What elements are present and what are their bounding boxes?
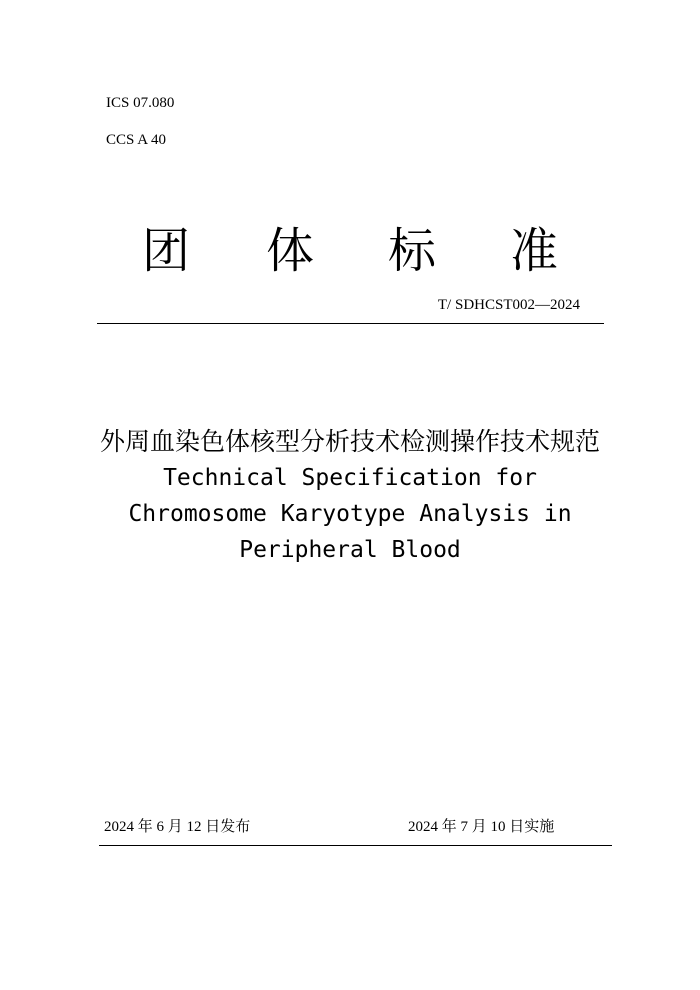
publish-date: 2024 年 6 月 12 日发布 [104,819,251,835]
ccs-code: CCS A 40 [106,132,167,148]
implementation-date: 2024 年 7 月 10 日实施 [408,819,555,835]
standard-type-char: 标 [388,223,437,279]
title-block [80,424,620,568]
footer-divider [99,845,612,846]
title-chinese: 外周血染色体核型分析技术检测操作技术规范 [99,427,600,456]
standard-type-char: 准 [510,223,559,279]
standard-number: T/ SDHCST002—2024 [437,297,580,313]
header-divider [97,323,604,324]
ics-code: ICS 07.080 [106,95,175,111]
standard-type-char: 体 [266,223,315,279]
title-english: Technical Specification for Chromosome Karyotype Analysis in Peripheral Blood [128,465,572,563]
standard-type-heading [0,222,700,282]
standard-type-char: 团 [142,223,191,279]
